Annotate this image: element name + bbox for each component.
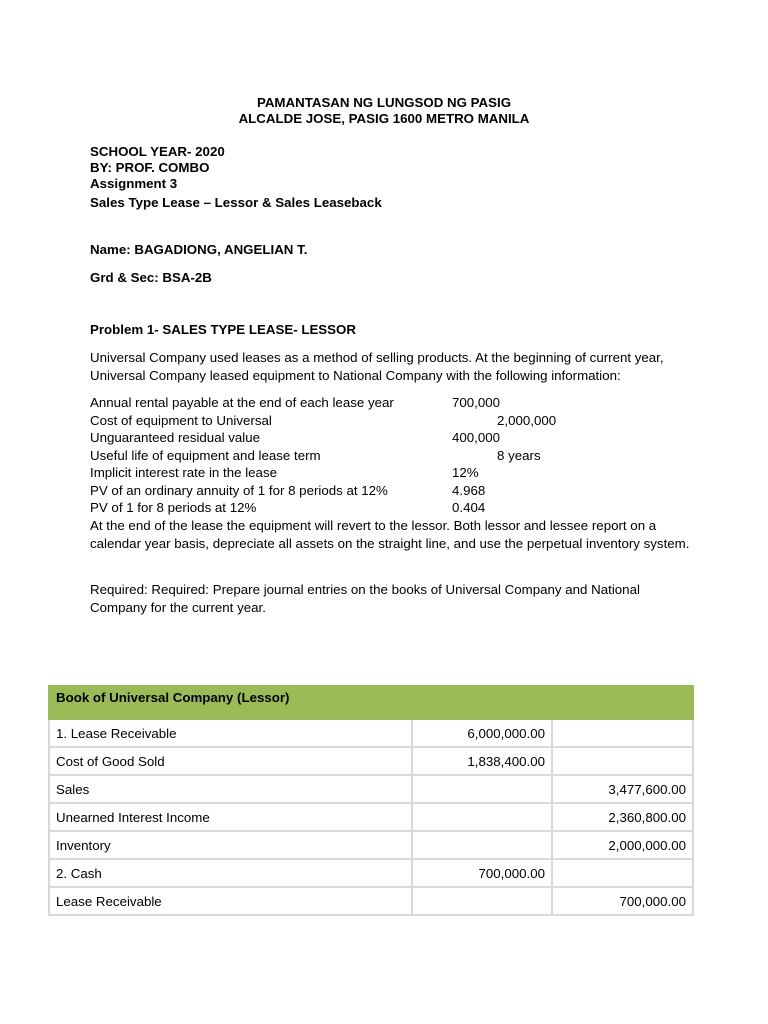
university-address: ALCALDE JOSE, PASIG 1600 METRO MANILA xyxy=(238,111,530,126)
credit-cell xyxy=(552,747,693,775)
credit-cell: 2,000,000.00 xyxy=(552,831,693,859)
table-row xyxy=(49,803,693,831)
account-cell: 2. Cash xyxy=(49,859,412,887)
given-row xyxy=(90,413,610,430)
given-value: 0.404 xyxy=(452,500,486,515)
account-cell: 1. Lease Receivable xyxy=(49,719,412,747)
given-label: PV of an ordinary annuity of 1 for 8 periods at 12% xyxy=(90,483,388,498)
given-label: PV of 1 for 8 periods at 12% xyxy=(90,500,257,515)
problem-closing: At the end of the lease the equipment will revert to the lessor. Both lessor and lessee report on a calendar year basis, depreciate all assets on the straight line, and use the perpetual inventory system. xyxy=(90,518,690,551)
table-row xyxy=(49,831,693,859)
given-row xyxy=(90,500,610,517)
credit-cell: 3,477,600.00 xyxy=(552,775,693,803)
journal-title: Book of Universal Company (Lessor) xyxy=(49,685,693,719)
given-value: 400,000 xyxy=(452,430,501,445)
given-value: 12% xyxy=(452,465,479,480)
journal-header-row xyxy=(49,685,693,719)
account-cell: Inventory xyxy=(49,831,412,859)
university-name: PAMANTASAN NG LUNGSOD NG PASIG xyxy=(256,95,512,110)
given-row xyxy=(90,465,610,482)
debit-cell: 700,000.00 xyxy=(412,859,552,887)
account-cell: Sales xyxy=(49,775,412,803)
credit-cell: 2,360,800.00 xyxy=(552,803,693,831)
account-cell: Cost of Good Sold xyxy=(49,747,412,775)
journal-table xyxy=(48,685,694,916)
professor: BY: PROF. COMBO xyxy=(90,160,210,175)
account-cell: Lease Receivable xyxy=(49,887,412,915)
table-row xyxy=(49,859,693,887)
table-row xyxy=(49,719,693,747)
given-value: 2,000,000 xyxy=(497,413,557,428)
debit-cell: 6,000,000.00 xyxy=(412,719,552,747)
debit-cell xyxy=(412,803,552,831)
given-label: Unguaranteed residual value xyxy=(90,430,261,445)
student-name: Name: BAGADIONG, ANGELIAN T. xyxy=(90,242,308,257)
given-label: Cost of equipment to Universal xyxy=(90,413,272,428)
given-row xyxy=(90,483,610,500)
assignment-number: Assignment 3 xyxy=(90,176,178,191)
given-row xyxy=(90,448,610,465)
given-label: Implicit interest rate in the lease xyxy=(90,465,277,480)
debit-cell xyxy=(412,887,552,915)
given-label: Useful life of equipment and lease term xyxy=(90,448,321,463)
school-year: SCHOOL YEAR- 2020 xyxy=(90,144,225,159)
credit-cell: 700,000.00 xyxy=(552,887,693,915)
problem-required: Required: Required: Prepare journal entries on the books of Universal Company and National Company for the current year. xyxy=(90,582,640,615)
credit-cell xyxy=(552,859,693,887)
table-row xyxy=(49,747,693,775)
given-label: Annual rental payable at the end of each lease year xyxy=(90,395,394,410)
debit-cell: 1,838,400.00 xyxy=(412,747,552,775)
account-cell: Unearned Interest Income xyxy=(49,803,412,831)
problem-intro: Universal Company used leases as a method of selling products. At the beginning of current year, Universal Company leased equipment to National Company with the following information: xyxy=(90,350,664,383)
problem-title: Problem 1- SALES TYPE LEASE- LESSOR xyxy=(90,322,356,337)
credit-cell xyxy=(552,719,693,747)
debit-cell xyxy=(412,831,552,859)
given-row xyxy=(90,395,610,412)
given-value: 4.968 xyxy=(452,483,486,498)
table-row xyxy=(49,887,693,915)
grade-section: Grd & Sec: BSA-2B xyxy=(90,270,212,285)
assignment-topic: Sales Type Lease – Lessor & Sales Leaseback xyxy=(90,195,382,210)
given-value: 8 years xyxy=(497,448,541,463)
debit-cell xyxy=(412,775,552,803)
given-value: 700,000 xyxy=(452,395,501,410)
given-row xyxy=(90,430,610,447)
table-row xyxy=(49,775,693,803)
